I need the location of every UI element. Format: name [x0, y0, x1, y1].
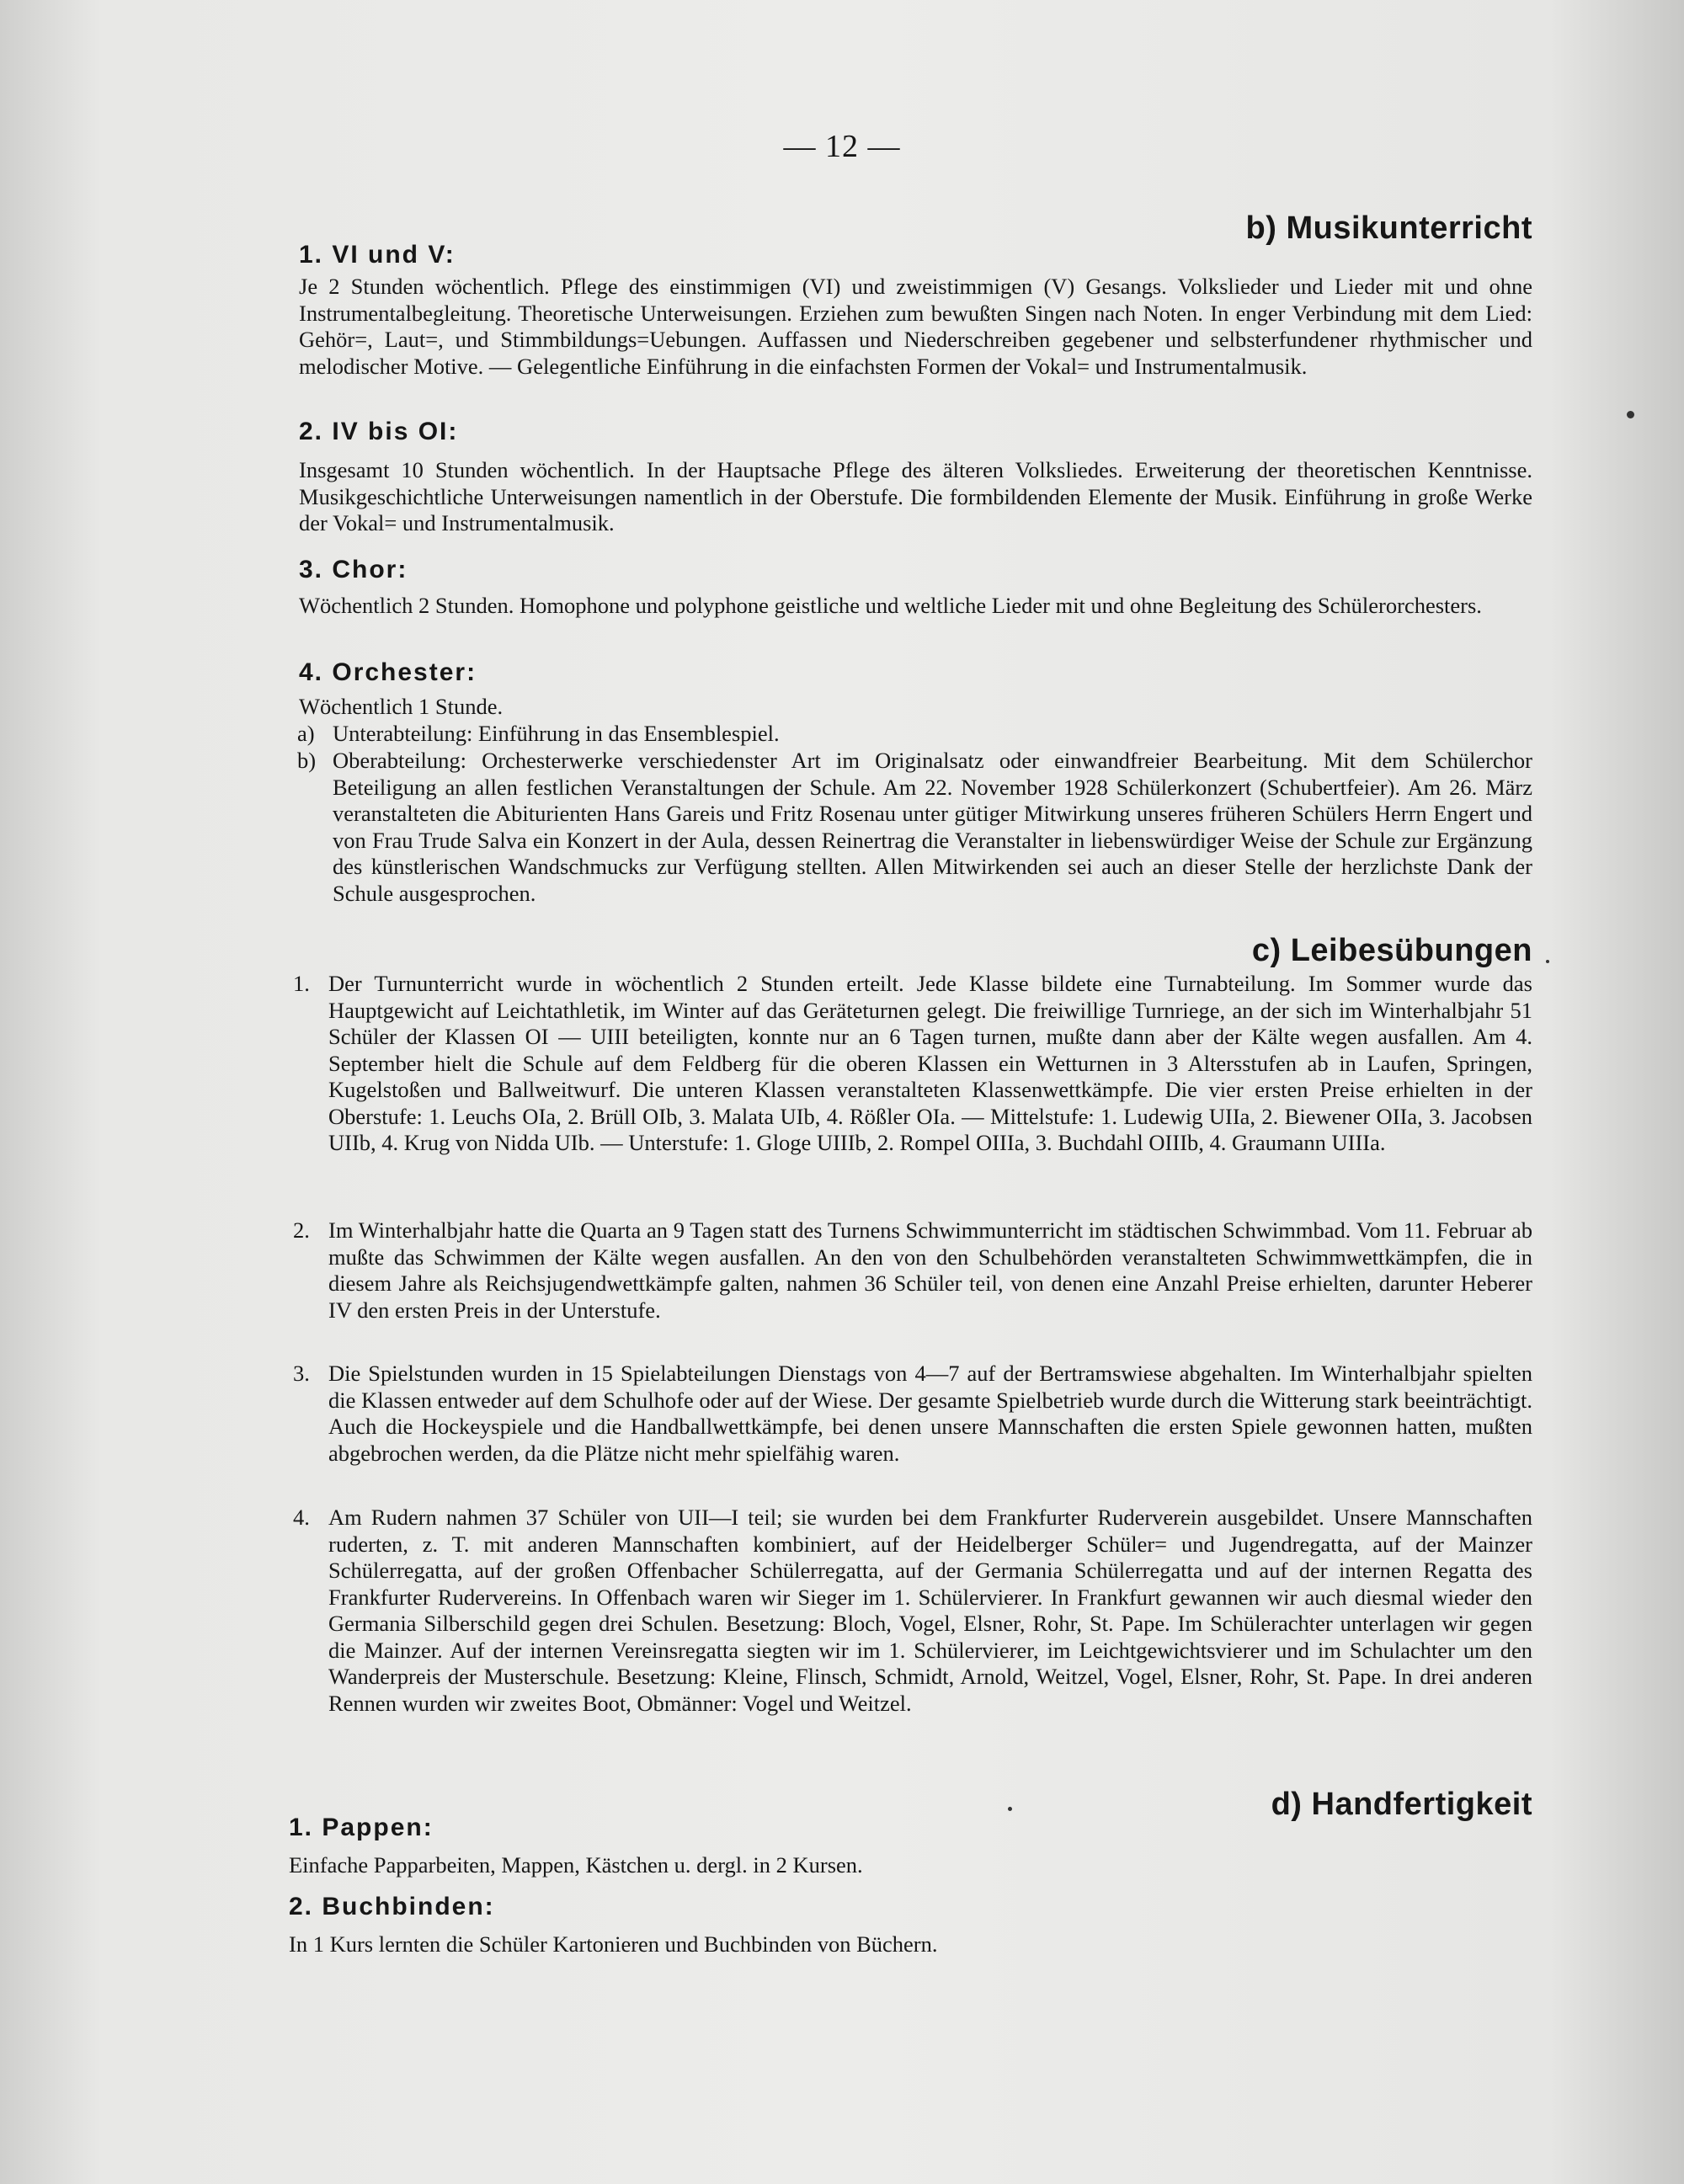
sports-item-3 [293, 1361, 1532, 1467]
page-number: — 12 — [783, 129, 901, 164]
dust-speck [1008, 1807, 1012, 1811]
sports-item-1-number: 1. [293, 971, 310, 996]
orchester-item-a-label: a) [297, 721, 315, 746]
orchester-item-a [297, 721, 1532, 748]
paragraph-iv-bis-oi: Insgesamt 10 Stunden wöchentlich. In der Hauptsache Pflege des älteren Volksliedes. Erweiterung der theoretischen Kenntnisse. Musikgeschichtliche Unterweisungen namentlich in der Oberstufe. Die formbildenden Elemente der Musik. Einführung in große Werke der Vokal= und Instrumentalmusik. [299, 457, 1532, 535]
orchester-item-b-label: b) [297, 748, 317, 773]
subheading-iv-bis-oi: 2. IV bis OI: [299, 418, 459, 445]
orchester-intro: Wöchentlich 1 Stunde. [299, 694, 504, 719]
paragraph-chor: Wöchentlich 2 Stunden. Homophone und polyphone geistliche und weltliche Lieder mit und ohne Begleitung des Schülerorchesters. [299, 593, 1482, 618]
sports-item-2-number: 2. [293, 1217, 310, 1243]
sports-item-2 [293, 1217, 1532, 1324]
orchester-item-b-text: Oberabteilung: Orchesterwerke verschiedenster Art im Originalsatz oder einwandfreier Bearbeitung. Mit dem Schülerchor Beteiligung an allen festlichen Veranstaltungen der Schule. Am 22. November 1928 Schülerkonzert (Schubertfeier). Am 26. März veranstalteten die Abiturienten Hans Gareis und Fritz Rosenau unter gütiger Mitwirkung unseres früheren Schülers Herrn Engert und von Frau Trude Salva ein Konzert in der Aula, dessen Reinertrag die Veranstalter in liebenswürdiger Weise der Schule zur Ergänzung des künstlerischen Wandschmucks zur Verfügung stellten. Allen Mitwirkenden sei auch an dieser Stelle der herzlichste Dank der Schule ausgesprochen. [333, 748, 1532, 906]
paragraph-pappen: Einfache Papparbeiten, Mappen, Kästchen u. dergl. in 2 Kursen. [289, 1852, 863, 1878]
orchester-item-a-text: Unterabteilung: Einführung in das Ensemblespiel. [333, 721, 780, 746]
subheading-chor: 3. Chor: [299, 556, 408, 583]
sports-item-2-text: Im Winterhalbjahr hatte die Quarta an 9 Tagen statt des Turnens Schwimmunterricht im städtischen Schwimmbad. Vom 11. Februar ab mußte das Schwimmen der Kälte wegen ausfallen. An den von den Schulbehörden veranstalteten Schwimmwettkämpfen, die in diesem Jahre als Reichsjugendwettkämpfe galten, nahmen 36 Schüler teil, von denen eine Anzahl Preise erhielten, darunter Heberer IV den ersten Preis in der Unterstufe. [328, 1217, 1532, 1323]
sports-item-3-number: 3. [293, 1361, 310, 1386]
sports-item-1-text: Der Turnunterricht wurde in wöchentlich 2 Stunden erteilt. Jede Klasse bildete eine Turnabteilung. Im Sommer wurde das Hauptgewicht auf Leichtathletik, im Winter auf das Geräteturnen gelegt. Die freiwillige Turnriege, an der sich im Winterhalbjahr 51 Schüler der Klassen OI — UIII beteiligten, konnte nur an 6 Tagen turnen, mußte dann aber der Kälte wegen ausfallen. Am 4. September hielt die Schule auf dem Feldberg für die oberen Klassen ein Wetturnen in 3 Altersstufen ab in Laufen, Springen, Kugelstoßen und Ballweitwurf. Die unteren Klassen veranstalteten Klassenwettkämpfe. Die vier ersten Preise erhielten in der Oberstufe: 1. Leuchs OIa, 2. Brüll OIb, 3. Malata UIb, 4. Rößler OIa. — Mittelstufe: 1. Ludewig UIIa, 2. Biewener OIIa, 3. Jacobsen UIIb, 4. Krug von Nidda UIb. — Unterstufe: 1. Gloge UIIIb, 2. Rompel OIIIa, 3. Buchdahl OIIIb, 4. Graumann UIIIa. [328, 971, 1532, 1155]
sports-item-4-text: Am Rudern nahmen 37 Schüler von UII—I teil; sie wurden bei dem Frankfurter Ruderverein ausgebildet. Unsere Mannschaften ruderten, z. T. mit anderen Mannschaften kombiniert, auf der Heidelberger Schüler= und Jugendregatta, auf der Mainzer Schülerregatta, auf der großen Offenbacher Schülerregatta, auf der Germania Schülerregatta und auf der internen Regatta des Frankfurter Rudervereins. In Offenbach waren wir Sieger im 1. Schülervierer. In Frankfurt gewannen wir auch diesmal wieder den Germania Silberschild gegen drei Schulen. Besetzung: Bloch, Vogel, Elsner, Rohr, St. Pape. Im Schülerachter unterlagen wir gegen die Mainzer. Auf der internen Vereinsregatta siegten wir im 1. Schülervierer, im Leichtgewichtsvierer und im Schulachter um den Wanderpreis der Musterschule. Besetzung: Kleine, Flinsch, Schmidt, Arnold, Weitzel, Vogel, Elsner, Rohr, St. Pape. In drei anderen Rennen wurden wir zweites Boot, Obmänner: Vogel und Weitzel. [328, 1505, 1532, 1716]
paragraph-buchbinden: In 1 Kurs lernten die Schüler Kartonieren und Buchbinden von Büchern. [289, 1931, 938, 1957]
section-heading-crafts: d) Handfertigkeit [1271, 1787, 1532, 1822]
subheading-buchbinden: 2. Buchbinden: [289, 1893, 495, 1920]
section-heading-sports: c) Leibesübungen [1251, 933, 1532, 968]
paragraph-vi-und-v: Je 2 Stunden wöchentlich. Pflege des einstimmigen (VI) und zweistimmigen (V) Gesangs. Volkslieder und Lieder mit und ohne Instrumentalbegleitung. Theoretische Unterweisungen. Erziehen zum bewußten Singen nach Noten. In enger Verbindung mit dem Lied: Gehör=, Laut=, und Stimmbildungs=Uebungen. Auffassen und Niederschreiben gegebener und selbsterfundener rhythmischer und melodischer Motive. — Gelegentliche Einführung in die einfachsten Formen der Vokal= und Instrumentalmusik. [299, 274, 1532, 379]
subheading-vi-und-v: 1. VI und V: [299, 241, 456, 269]
sports-item-1 [293, 971, 1532, 1157]
subheading-pappen: 1. Pappen: [289, 1814, 434, 1841]
sports-item-3-text: Die Spielstunden wurden in 15 Spielabteilungen Dienstags von 4—7 auf der Bertramswiese abgehalten. Im Winterhalbjahr spielten die Klassen entweder auf dem Schulhofe oder auf der Wiese. Der gesamte Spielbetrieb wurde durch die Witterung stark beeinträchtigt. Auch die Hockeyspiele und die Handballwettkämpfe, bei denen unsere Mannschaften die ersten Spiele gewonnen hatten, mußten abgebrochen werden, da die Plätze nicht mehr spielfähig waren. [328, 1361, 1532, 1466]
orchester-item-b [297, 748, 1532, 907]
dust-speck [1627, 411, 1634, 418]
subheading-orchester: 4. Orchester: [299, 658, 477, 686]
section-heading-music: b) Musikunterricht [1245, 210, 1532, 246]
dust-speck [1546, 960, 1549, 963]
sports-item-4 [293, 1505, 1532, 1717]
sports-item-4-number: 4. [293, 1505, 310, 1530]
